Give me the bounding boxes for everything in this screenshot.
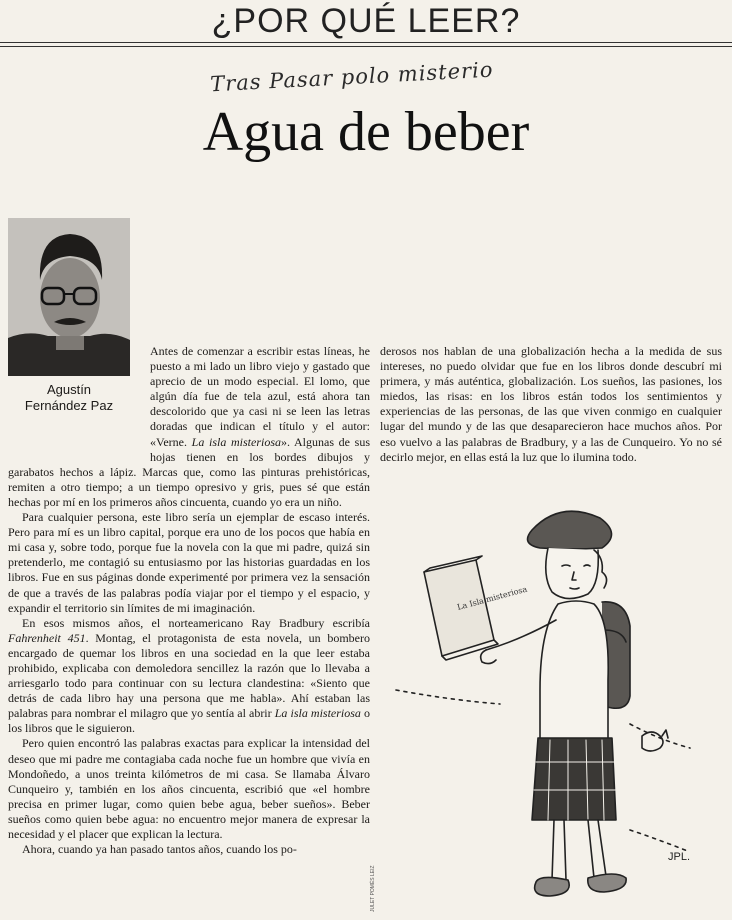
header-rule-bottom	[0, 46, 732, 47]
reading-child-illustration	[390, 500, 730, 915]
article-column-left	[8, 344, 370, 857]
paragraph-1: Antes de comenzar a escribir estas líneas, he puesto a mi lado un libro viejo y gastado que aprecio de un modo especial. El lomo, que algún día fue de tela azul, está ahora tan descolorido que ya casi ni se leen las letras doradas que indican el título y el autor: «Verne. La isla misteriosa». Algunas de sus hojas tienen en los bordes dibujos y garabatos hechos a lápiz. Marcas que, como las pinturas prehistóricas, remiten a otro tiempo; a un tiempo opresivo y gris, pues sé que están hechas por mí en los primeros años cincuenta, cuando yo era un niño.	[8, 344, 371, 509]
paragraph-3: En esos mismos años, el norteamericano Ray Bradbury escribía Fahrenheit 451. Montag, el protagonista de esta novela, un bombero encargado de quemar los libros en una sociedad en la que leer estaba prohibido, explicaba con demoledora sencillez la razón que lo llevaba a arriesgarlo todo para continuar con su lectura clandestina: «Siento que detrás de cada libro hay una persona que me habla». Ahí estaban las palabras para nombrar el milagro que yo sentía al abrir La isla misteriosa o los libros que le siguieron.	[8, 615, 371, 736]
child-reading-drawing	[390, 500, 730, 915]
article-column-right	[380, 344, 722, 465]
book-title: Fahrenheit 451	[8, 630, 86, 645]
author-first-name: Agustín	[46, 382, 92, 397]
illustration-credit: JULET POMÉS LEIZ	[370, 865, 376, 912]
header-rule-top	[0, 42, 732, 43]
illustrator-signature: JPL.	[668, 851, 691, 863]
article-title: Agua de beber	[202, 101, 530, 163]
book-title: La isla misteriosa	[274, 706, 361, 721]
paragraph-4: Pero quien encontró las palabras exactas para explicar la intensidad del deseo que mi padre me contagiaba cada noche fue un hombre que vivía en Mondoñedo, a unos treinta kilómetros de mi casa. Se llamaba Álvaro Cunqueiro y, también en los años cincuenta, escribió que «el hombre precisa en primer lugar, como quien bebe agua, beber sueños». Beber sueños como quien bebe agua: no encuentro mejor manera de expresar la necesidad y el placer que explican la lectura.	[8, 736, 370, 841]
section-heading: ¿POR QUÉ LEER?	[211, 2, 521, 40]
author-last-name: Fernández Paz	[24, 398, 114, 413]
handwritten-subtitle: Tras Pasar polo misterio	[209, 57, 494, 97]
paragraph-6: derosos nos hablan de una globalización hecha a la medida de sus intereses, no puedo olvidar que fue en los libros donde descubrí mi primera, y más auténtica, globalización. Los sueños, las pasiones, los miedos, las risas: en los libros están todos los sentimientos y experiencias de las personas, de las que viven conmigo en cualquier lugar del mundo y de las que desaparecieron hace muchos años. Por eso vuelvo a las palabras de Bradbury, y a las de Cunqueiro. Yo no sé decirlo mejor, en ellas está la luz que lo ilumina todo.	[380, 344, 722, 464]
paragraph-2: Para cualquier persona, este libro sería un ejemplar de escaso interés. Pero para mí es un libro capital, porque era uno de los pocos que había en mi casa y, sobre todo, porque fue la novela con la que mi padre, quizá sin pretenderlo, me contagió su entusiasmo por las historias guardadas en los libros. Fue en sus páginas donde experimenté por primera vez la sensación de que a través de las palabras podía viajar por el tiempo y el espacio, y expandir el territorio sin límites de mi imaginación.	[8, 510, 370, 615]
book-cover-text: La Isla misteriosa	[456, 584, 529, 612]
book-title: La isla misteriosa	[191, 434, 282, 449]
paragraph-5: Ahora, cuando ya han pasado tantos años, cuando los po-	[22, 842, 297, 857]
